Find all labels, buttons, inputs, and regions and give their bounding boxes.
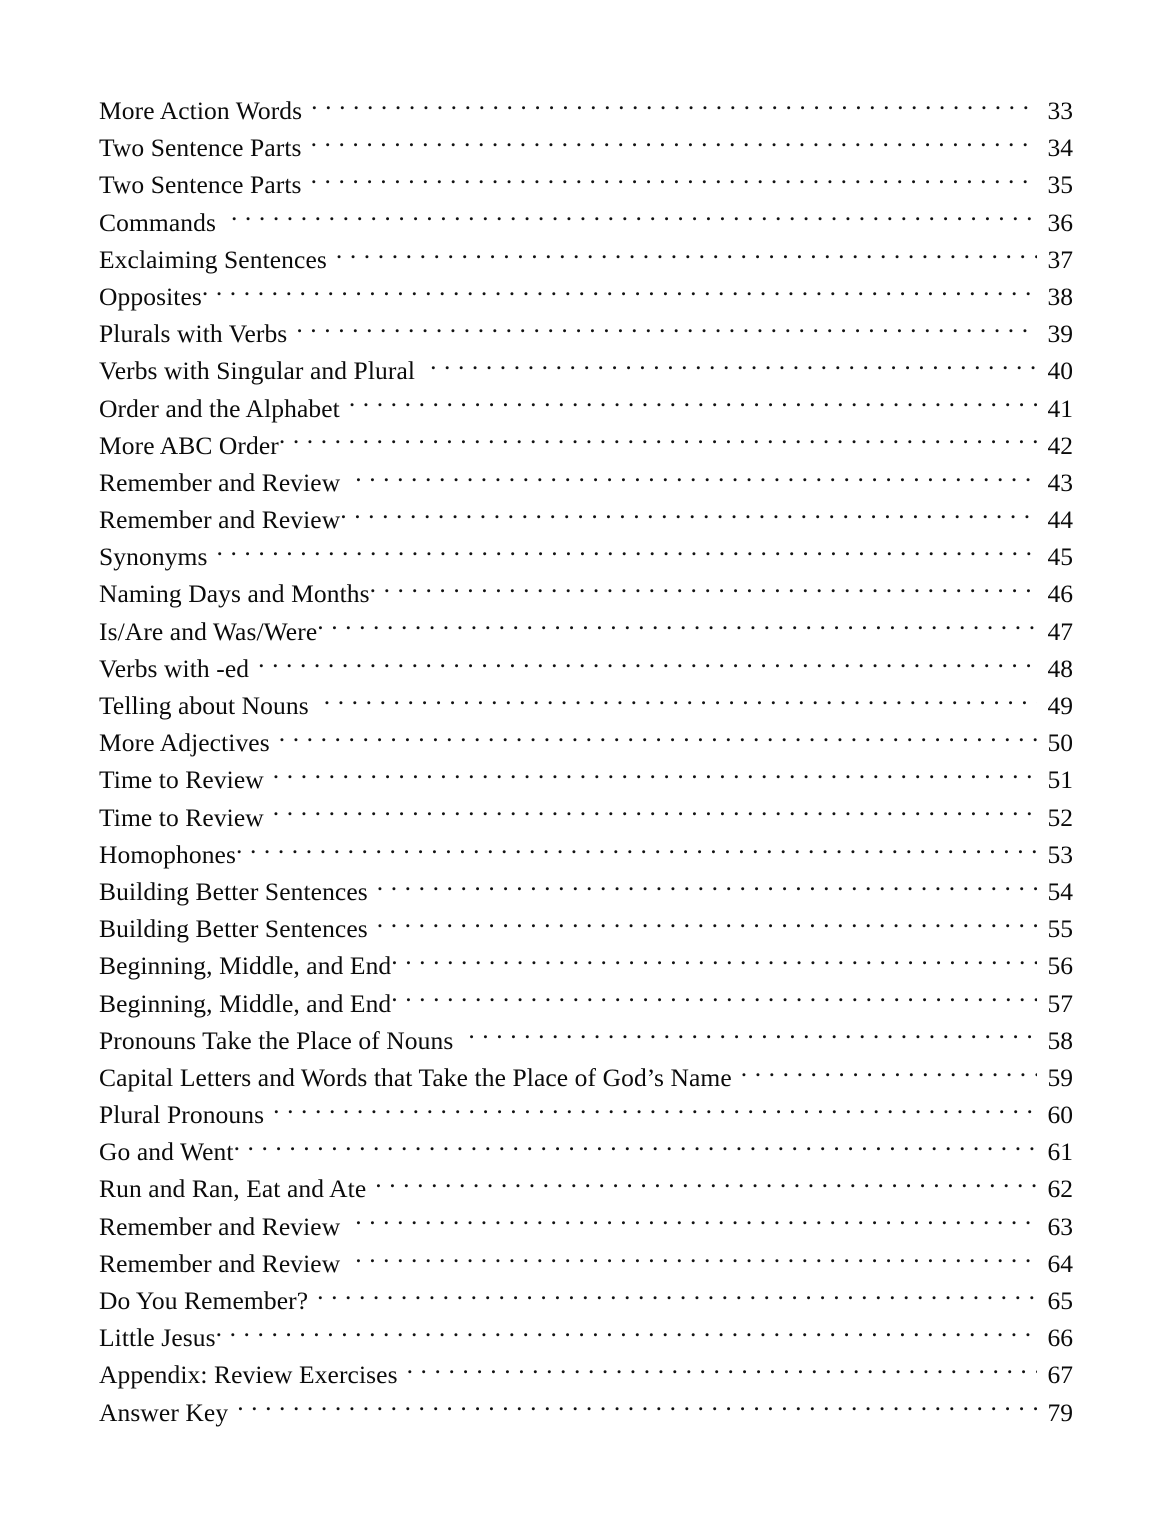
toc-entry-title: Telling about Nouns	[99, 691, 309, 720]
toc-entry-page-number: 33	[1047, 96, 1073, 125]
toc-leader-dots	[264, 800, 1037, 826]
toc-leader-dots	[249, 651, 1037, 677]
toc-entry[interactable]	[99, 1245, 1073, 1282]
toc-leader-dots	[216, 205, 1037, 231]
toc-leader-dots	[228, 1395, 1037, 1421]
toc-entry-page-number: 66	[1047, 1323, 1073, 1353]
toc-leader-dots	[340, 391, 1037, 417]
toc-entry-title: Building Better Sentences	[99, 914, 368, 944]
toc-entry-title: Plural Pronouns	[99, 1100, 265, 1130]
toc-leader-dots	[340, 1209, 1037, 1235]
toc-entry[interactable]	[99, 1394, 1073, 1431]
toc-entry-page-number: 79	[1047, 1397, 1073, 1427]
toc-entry-page-number: 60	[1047, 1100, 1073, 1130]
toc-leader-dots	[340, 503, 1037, 529]
toc-entry-page-number: 53	[1047, 839, 1073, 869]
toc-entry[interactable]	[99, 278, 1073, 315]
toc-entry[interactable]	[99, 947, 1073, 984]
toc-entry-title: Exclaiming Sentences	[99, 244, 327, 274]
toc-entry-page-number: 44	[1047, 505, 1073, 535]
toc-entry[interactable]	[99, 761, 1073, 798]
toc-entry[interactable]	[99, 724, 1073, 761]
toc-entry-page-number: 52	[1047, 802, 1073, 832]
toc-entry-title: Time to Review	[99, 802, 264, 832]
toc-entry-title: Is/Are and Was/Were	[99, 616, 318, 646]
toc-entry-page-number: 59	[1047, 1062, 1073, 1092]
toc-leader-dots	[340, 465, 1037, 491]
toc-leader-dots	[302, 131, 1037, 157]
toc-entry[interactable]	[99, 613, 1073, 650]
toc-entry-title: More Action Words	[99, 96, 303, 125]
toc-entry-title: Synonyms	[99, 542, 208, 572]
toc-entry-title: Time to Review	[99, 765, 264, 795]
toc-leader-dots	[264, 1098, 1037, 1124]
toc-entry-page-number: 55	[1047, 914, 1073, 944]
toc-entry-title: Answer Key	[99, 1397, 229, 1427]
toc-entry-title: Commands	[99, 207, 216, 237]
toc-entry-page-number: 48	[1047, 653, 1073, 683]
toc-entry[interactable]	[99, 1059, 1073, 1096]
toc-entry[interactable]	[99, 1096, 1073, 1133]
toc-entry-page-number: 56	[1047, 951, 1073, 981]
toc-entry[interactable]	[99, 910, 1073, 947]
toc-leader-dots	[264, 763, 1037, 789]
toc-entry-page-number: 54	[1047, 876, 1073, 906]
toc-entry[interactable]	[99, 538, 1073, 575]
toc-entry-page-number: 35	[1047, 170, 1073, 200]
toc-entry-title: Capital Letters and Words that Take the Place of God’s Name	[99, 1062, 732, 1092]
toc-leader-dots	[368, 874, 1037, 900]
toc-entry[interactable]	[99, 1022, 1073, 1059]
toc-entry[interactable]	[99, 1170, 1073, 1207]
toc-entry[interactable]	[99, 985, 1073, 1022]
toc-entry-page-number: 67	[1047, 1360, 1073, 1390]
toc-leader-dots	[391, 986, 1037, 1012]
toc-entry-title: Two Sentence Parts	[99, 170, 302, 200]
toc-entry[interactable]	[99, 1282, 1073, 1319]
toc-entry[interactable]	[99, 873, 1073, 910]
toc-entry[interactable]	[99, 204, 1073, 241]
toc-entry-title: More ABC Order	[99, 430, 279, 460]
toc-leader-dots	[236, 837, 1037, 863]
toc-leader-dots	[287, 317, 1037, 343]
toc-leader-dots	[302, 168, 1037, 194]
toc-entry[interactable]	[99, 1319, 1073, 1356]
toc-entry-page-number: 42	[1047, 430, 1073, 460]
toc-entry-title: Beginning, Middle, and End	[99, 988, 392, 1018]
toc-leader-dots	[732, 1060, 1037, 1086]
toc-entry-title: Run and Ran, Eat and Ate	[99, 1174, 367, 1204]
toc-entry-page-number: 43	[1047, 467, 1073, 497]
toc-entry-page-number: 47	[1047, 616, 1073, 646]
toc-entry[interactable]	[99, 390, 1073, 427]
toc-entry-title: More Adjectives	[99, 728, 270, 758]
toc-entry-page-number: 36	[1047, 207, 1073, 237]
toc-entry-title: Remember and Review	[99, 1211, 341, 1241]
toc-entry-page-number: 58	[1047, 1025, 1073, 1055]
toc-entry-page-number: 45	[1047, 542, 1073, 572]
toc-entry-page-number: 37	[1047, 244, 1073, 274]
toc-entry[interactable]	[99, 836, 1073, 873]
toc-entry[interactable]	[99, 464, 1073, 501]
toc-entry[interactable]	[99, 166, 1073, 203]
toc-entry-title: Appendix: Review Exercises	[99, 1360, 398, 1390]
toc-entry-page-number: 51	[1047, 765, 1073, 795]
toc-leader-dots	[453, 1023, 1037, 1049]
toc-entry[interactable]	[99, 501, 1073, 538]
toc-entry-title: Two Sentence Parts	[99, 133, 302, 163]
toc-entry-page-number: 40	[1047, 356, 1073, 386]
toc-entry-title: Remember and Review	[99, 505, 341, 535]
toc-leader-dots	[202, 279, 1037, 305]
toc-entry-page-number: 34	[1047, 133, 1073, 163]
toc-entry-title: Go and Went	[99, 1137, 234, 1167]
toc-entry-page-number: 61	[1047, 1137, 1073, 1167]
toc-entry-title: Order and the Alphabet	[99, 393, 340, 423]
toc-entry-title: Pronouns Take the Place of Nouns	[99, 1025, 454, 1055]
toc-entry[interactable]	[99, 92, 1073, 129]
toc-leader-dots	[370, 577, 1037, 603]
toc-entry[interactable]	[99, 1208, 1073, 1245]
toc-entry-page-number: 50	[1047, 728, 1073, 758]
toc-entry-title: Opposites	[99, 281, 202, 311]
toc-entry-title: Do You Remember?	[99, 1286, 309, 1315]
toc-leader-dots	[317, 614, 1037, 640]
toc-leader-dots	[398, 1358, 1037, 1384]
toc-entry-page-number: 49	[1047, 691, 1073, 720]
toc-leader-dots	[340, 1246, 1037, 1272]
toc-entry-page-number: 64	[1047, 1248, 1073, 1278]
toc-entry[interactable]	[99, 129, 1073, 166]
toc-leader-dots	[309, 689, 1037, 715]
toc-entry-title: Homophones	[99, 839, 236, 869]
toc-entry-page-number: 65	[1047, 1286, 1073, 1315]
toc-entry-title: Beginning, Middle, and End	[99, 951, 392, 981]
toc-entry-page-number: 39	[1047, 319, 1073, 349]
toc-entry-title: Verbs with -ed	[99, 653, 250, 683]
toc-entry[interactable]	[99, 315, 1073, 352]
toc-entry-title: Plurals with Verbs	[99, 319, 288, 349]
toc-entry-page-number: 41	[1047, 393, 1073, 423]
toc-entry[interactable]	[99, 1356, 1073, 1393]
toc-entry-page-number: 63	[1047, 1211, 1073, 1241]
toc-entry[interactable]	[99, 687, 1073, 724]
toc-entry-page-number: 38	[1047, 281, 1073, 311]
toc-leader-dots	[391, 949, 1037, 975]
toc-entry-title: Naming Days and Months	[99, 579, 370, 609]
table-of-contents-list	[99, 92, 1073, 1431]
toc-entry-title: Verbs with Singular and Plural	[99, 356, 416, 386]
toc-leader-dots	[308, 1284, 1037, 1310]
toc-leader-dots	[270, 726, 1037, 752]
toc-entry[interactable]	[99, 650, 1073, 687]
toc-leader-dots	[368, 912, 1037, 938]
toc-entry-page-number: 62	[1047, 1174, 1073, 1204]
toc-entry-page-number: 46	[1047, 579, 1073, 609]
toc-leader-dots	[208, 540, 1038, 566]
toc-leader-dots	[279, 428, 1037, 454]
toc-entry-title: Remember and Review	[99, 467, 341, 497]
toc-entry[interactable]	[99, 241, 1073, 278]
toc-entry-page-number: 57	[1047, 988, 1073, 1018]
toc-entry[interactable]	[99, 427, 1073, 464]
toc-leader-dots	[366, 1172, 1037, 1198]
toc-leader-dots	[216, 1321, 1037, 1347]
toc-entry[interactable]	[99, 352, 1073, 389]
toc-entry-title: Little Jesus	[99, 1323, 216, 1353]
toc-entry[interactable]	[99, 799, 1073, 836]
toc-leader-dots	[234, 1135, 1037, 1161]
toc-leader-dots	[302, 94, 1037, 120]
toc-entry-title: Remember and Review	[99, 1248, 341, 1278]
toc-entry[interactable]	[99, 575, 1073, 612]
toc-leader-dots	[327, 242, 1037, 268]
toc-entry[interactable]	[99, 1133, 1073, 1170]
toc-leader-dots	[415, 354, 1037, 380]
toc-entry-title: Building Better Sentences	[99, 876, 368, 906]
